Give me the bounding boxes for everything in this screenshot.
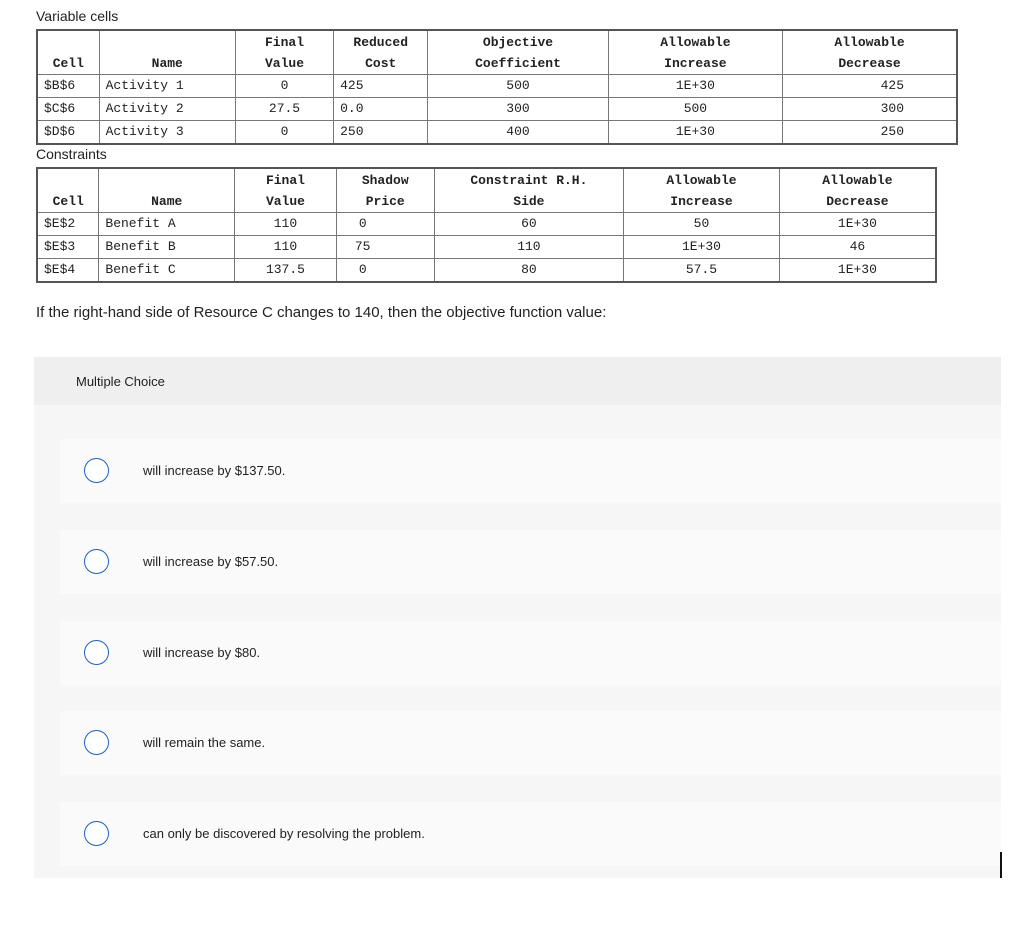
variable-cells-label: Variable cells bbox=[36, 8, 119, 24]
choice-option-5[interactable] bbox=[60, 802, 1001, 866]
header-final-value: Final Value bbox=[235, 168, 337, 212]
header-objective-coefficient: Objective Coefficient bbox=[428, 30, 608, 74]
choice-label: will increase by $80. bbox=[143, 645, 261, 660]
header-allowable-decrease: Allowable Decrease bbox=[779, 168, 936, 212]
choice-label: will increase by $57.50. bbox=[143, 554, 279, 569]
question-text: If the right-hand side of Resource C changes to 140, then the objective function value: bbox=[36, 304, 607, 321]
header-shadow-price: Shadow Price bbox=[336, 168, 434, 212]
radio-button[interactable] bbox=[84, 549, 109, 574]
multiple-choice-header bbox=[34, 357, 1001, 405]
table-row: $D$6 Activity 3 0 250 400 1E+30 250 bbox=[37, 120, 957, 144]
header-name: Name bbox=[99, 30, 235, 74]
header-constraint-rhs: Constraint R.H. Side bbox=[434, 168, 624, 212]
text-cursor bbox=[1000, 852, 1002, 878]
header-cell: Cell bbox=[37, 30, 99, 74]
choice-label: can only be discovered by resolving the problem. bbox=[143, 826, 425, 841]
multiple-choice-title: Multiple Choice bbox=[76, 374, 165, 389]
radio-button[interactable] bbox=[84, 821, 109, 846]
variable-cells-table bbox=[36, 29, 958, 145]
header-reduced-cost: Reduced Cost bbox=[334, 30, 428, 74]
header-final-value: Final Value bbox=[235, 30, 333, 74]
choice-option-1[interactable] bbox=[60, 439, 1001, 503]
table-row: $E$3 Benefit B 110 75 110 1E+30 46 bbox=[37, 235, 936, 258]
header-allowable-decrease: Allowable Decrease bbox=[783, 30, 957, 74]
radio-button[interactable] bbox=[84, 640, 109, 665]
table-row: $C$6 Activity 2 27.5 0.0 300 500 300 bbox=[37, 97, 957, 120]
header-allowable-increase: Allowable Increase bbox=[624, 168, 780, 212]
radio-button[interactable] bbox=[84, 730, 109, 755]
constraints-label: Constraints bbox=[36, 146, 107, 162]
choice-option-4[interactable] bbox=[60, 711, 1001, 775]
constraints-table bbox=[36, 167, 937, 283]
header-name: Name bbox=[99, 168, 235, 212]
table-row: $E$4 Benefit C 137.5 0 80 57.5 1E+30 bbox=[37, 258, 936, 282]
table-row: $B$6 Activity 1 0 425 500 1E+30 425 bbox=[37, 74, 957, 97]
multiple-choice-panel bbox=[34, 357, 1001, 878]
header-cell: Cell bbox=[37, 168, 99, 212]
header-allowable-increase: Allowable Increase bbox=[608, 30, 782, 74]
choice-label: will increase by $137.50. bbox=[143, 463, 286, 478]
choice-option-3[interactable] bbox=[60, 621, 1001, 685]
radio-button[interactable] bbox=[84, 458, 109, 483]
choice-label: will remain the same. bbox=[143, 735, 266, 750]
table-row: $E$2 Benefit A 110 0 60 50 1E+30 bbox=[37, 212, 936, 235]
choice-option-2[interactable] bbox=[60, 530, 1001, 594]
